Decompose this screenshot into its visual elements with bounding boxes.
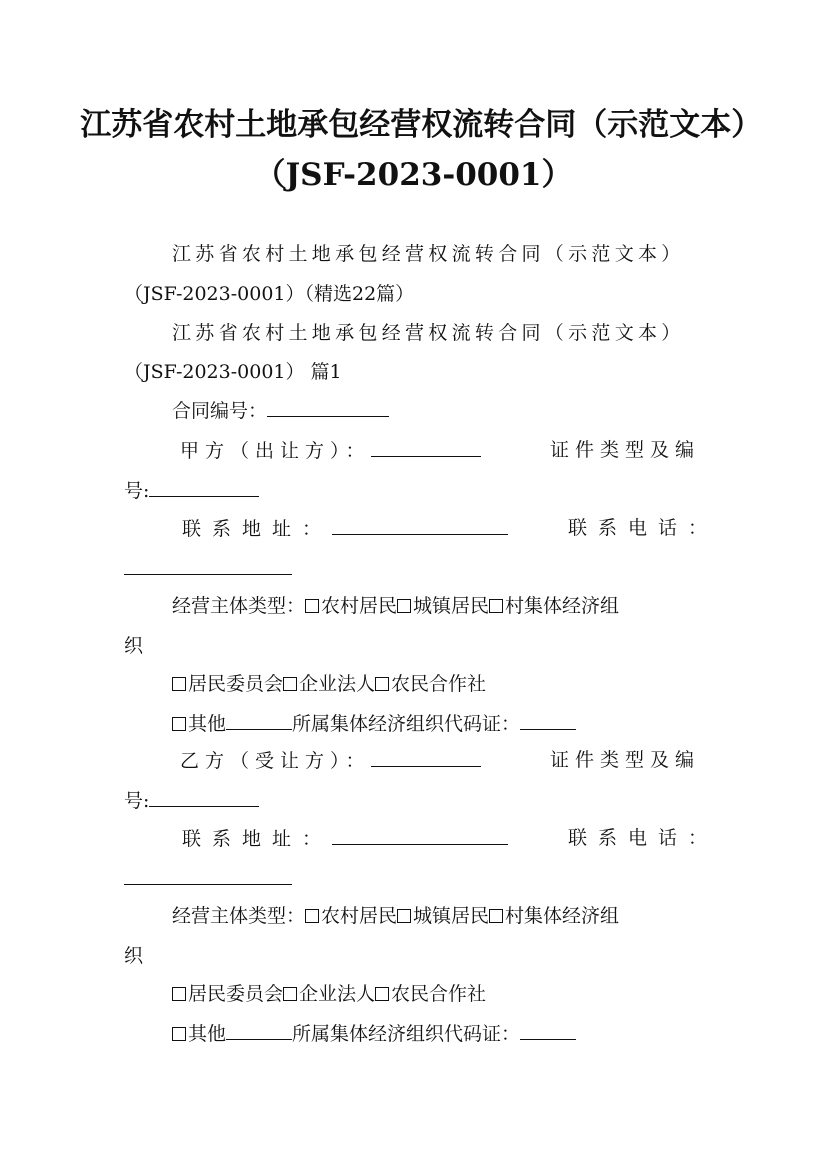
option-enterprise-label: 企业法人 xyxy=(299,673,376,695)
option-urban-label: 城镇居民 xyxy=(413,595,490,617)
party-a-entity-row-2 xyxy=(172,672,486,696)
code-cert-label-b: 所属集体经济组织代码证： xyxy=(292,1023,521,1045)
intro-line-1: 江苏省农村土地承包经营权流转合同（示范文本） xyxy=(172,243,685,265)
entity-type-label-b: 经营主体类型： xyxy=(172,905,306,927)
party-a-address-blank[interactable] xyxy=(332,516,508,535)
option-urban-label-b: 城镇居民 xyxy=(413,905,490,927)
party-a-label: 甲方（出让方）： xyxy=(180,440,371,462)
checkbox-rural[interactable] xyxy=(305,599,319,613)
party-a-phone-row xyxy=(124,556,292,581)
party-a-blank[interactable] xyxy=(371,438,481,457)
party-b-phone-blank[interactable] xyxy=(124,866,292,885)
document-title: 江苏省农村土地承包经营权流转合同（示范文本）（JSF-2023-0001） xyxy=(80,107,747,193)
party-b-address-label: 联系地址： xyxy=(182,828,333,850)
intro-line-3: 江苏省农村土地承包经营权流转合同（示范文本） xyxy=(172,322,685,344)
contract-number-label: 合同编号： xyxy=(172,400,268,422)
party-b-phone-label: 联系电话： xyxy=(568,827,719,849)
party-b-id-row xyxy=(124,788,259,813)
intro-line-4: （JSF-2023-0001） 篇1 xyxy=(124,361,342,383)
checkbox-enterprise-b[interactable] xyxy=(283,987,297,1001)
party-a-row xyxy=(180,438,481,463)
option-village-label: 村集体经济组 xyxy=(505,595,620,617)
other-blank-b[interactable] xyxy=(226,1021,292,1040)
party-b-entity-row-3 xyxy=(172,1021,576,1046)
party-b-entity-row xyxy=(172,904,619,928)
party-b-entity-row-2 xyxy=(172,982,486,1006)
option-other-label: 其他 xyxy=(188,713,227,735)
contract-number-row xyxy=(172,398,389,423)
party-a-id-label: 号: xyxy=(124,480,150,502)
party-a-address-label: 联系地址： xyxy=(182,518,333,540)
option-coop-label: 农民合作社 xyxy=(391,673,487,695)
checkbox-rural-b[interactable] xyxy=(305,909,319,923)
option-enterprise-label-b: 企业法人 xyxy=(299,983,376,1005)
option-other-label-b: 其他 xyxy=(188,1023,227,1045)
party-a-id-row xyxy=(124,478,259,503)
contract-number-blank[interactable] xyxy=(267,398,389,417)
party-b-id-blank[interactable] xyxy=(149,788,259,807)
checkbox-coop[interactable] xyxy=(375,677,389,691)
party-b-entity-cont: 织 xyxy=(124,945,144,967)
party-b-address-blank[interactable] xyxy=(332,826,508,845)
party-a-id-blank[interactable] xyxy=(149,478,259,497)
other-blank[interactable] xyxy=(226,711,292,730)
party-b-id-label: 号: xyxy=(124,790,150,812)
checkbox-other[interactable] xyxy=(172,717,186,731)
option-rural-label-b: 农村居民 xyxy=(321,905,398,927)
party-a-id-type-label: 证件类型及编 xyxy=(550,439,701,461)
party-b-phone-row xyxy=(124,866,292,891)
code-cert-label: 所属集体经济组织代码证： xyxy=(292,713,521,735)
party-b-address-row xyxy=(182,826,508,851)
party-b-blank[interactable] xyxy=(371,748,481,767)
checkbox-urban-b[interactable] xyxy=(397,909,411,923)
party-b-id-type-label: 证件类型及编 xyxy=(550,749,701,771)
checkbox-village[interactable] xyxy=(489,599,503,613)
checkbox-village-b[interactable] xyxy=(489,909,503,923)
option-rural-label: 农村居民 xyxy=(321,595,398,617)
party-a-phone-label: 联系电话： xyxy=(568,517,719,539)
checkbox-enterprise[interactable] xyxy=(283,677,297,691)
option-village-label-b: 村集体经济组 xyxy=(505,905,620,927)
code-cert-blank[interactable] xyxy=(520,711,576,730)
option-committee-label-b: 居民委员会 xyxy=(188,983,284,1005)
party-b-row xyxy=(180,748,481,773)
party-a-entity-cont: 织 xyxy=(124,635,144,657)
intro-line-2: （JSF-2023-0001）（精选22篇） xyxy=(124,283,415,305)
option-committee-label: 居民委员会 xyxy=(188,673,284,695)
party-a-entity-row xyxy=(172,594,619,618)
checkbox-committee[interactable] xyxy=(172,677,186,691)
option-coop-label-b: 农民合作社 xyxy=(391,983,487,1005)
checkbox-coop-b[interactable] xyxy=(375,987,389,1001)
checkbox-committee-b[interactable] xyxy=(172,987,186,1001)
party-a-phone-blank[interactable] xyxy=(124,556,292,575)
party-b-label: 乙方（受让方）： xyxy=(180,750,371,772)
checkbox-urban[interactable] xyxy=(397,599,411,613)
checkbox-other-b[interactable] xyxy=(172,1027,186,1041)
party-a-address-row xyxy=(182,516,508,541)
entity-type-label: 经营主体类型： xyxy=(172,595,306,617)
party-a-entity-row-3 xyxy=(172,711,576,736)
code-cert-blank-b[interactable] xyxy=(520,1021,576,1040)
